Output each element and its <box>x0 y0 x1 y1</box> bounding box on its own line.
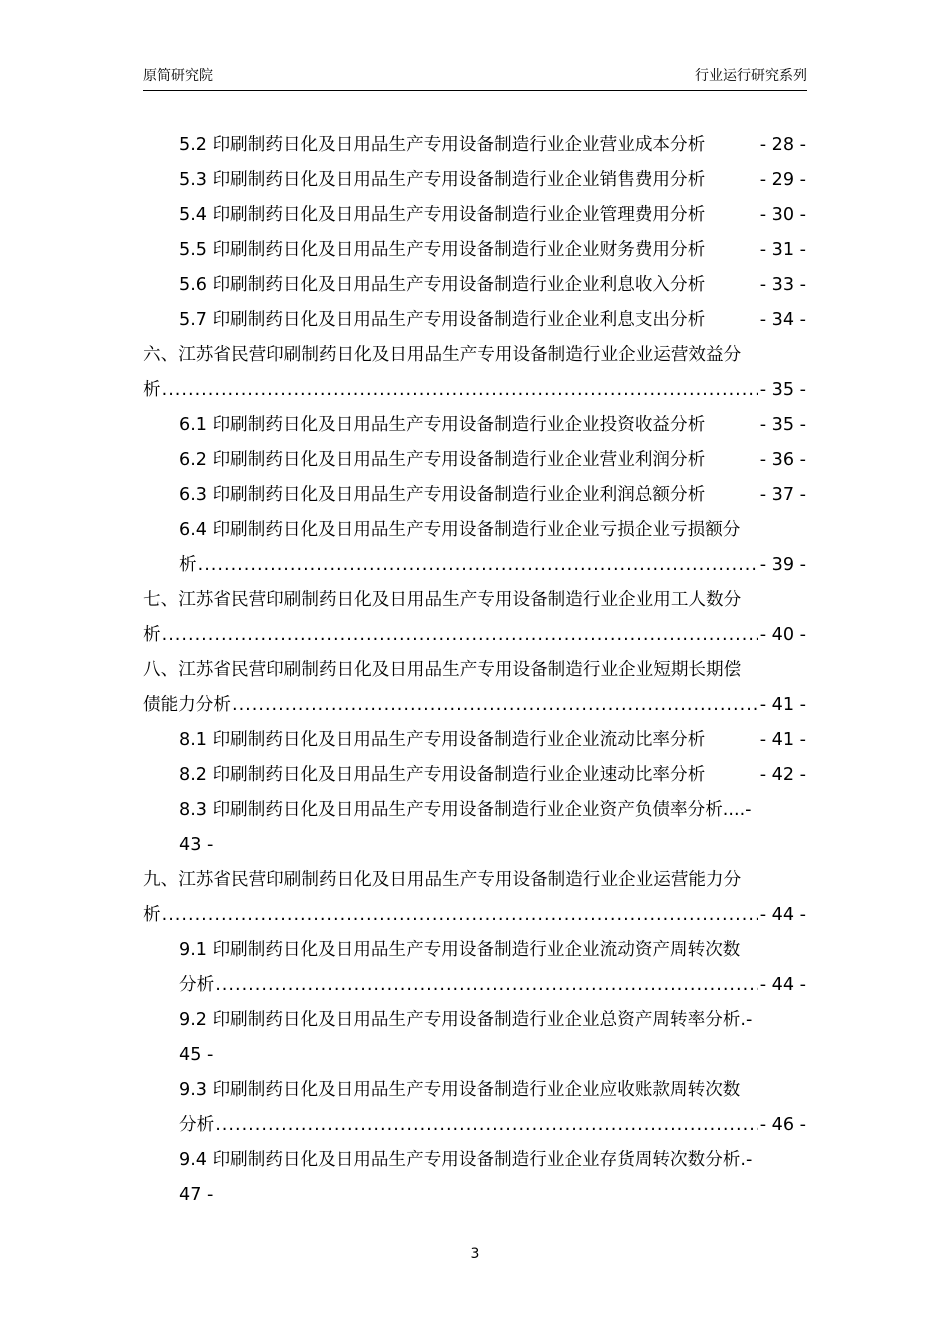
toc-entry-8-2[interactable] <box>143 758 806 793</box>
toc-entry-title-cont: 析 <box>179 555 197 575</box>
toc-entry-page: - 33 - <box>759 275 806 295</box>
toc-entry-title-cont: 析 <box>143 905 161 925</box>
toc-entry-title: 8.3 印刷制药日化及日用品生产专用设备制造行业企业资产负债率分析....- <box>179 800 752 820</box>
toc-entry-title-cont: 分析 <box>179 975 215 995</box>
toc-dot-leader <box>198 548 758 583</box>
toc-entry-9-3[interactable] <box>143 1073 806 1108</box>
toc-entry-5-5[interactable] <box>143 233 806 268</box>
toc-dot-leader <box>215 1108 758 1143</box>
toc-entry-9-4[interactable] <box>143 1143 806 1178</box>
toc-entry-9-1[interactable] <box>143 933 806 968</box>
toc-dot-leader <box>162 898 758 933</box>
toc-entry-9-1-cont[interactable] <box>143 968 806 1003</box>
toc-entry-title: 6.3 印刷制药日化及日用品生产专用设备制造行业企业利润总额分析 <box>179 485 706 505</box>
toc-entry-6-1[interactable] <box>143 408 806 443</box>
toc-entry-title: 8.1 印刷制药日化及日用品生产专用设备制造行业企业流动比率分析 <box>179 730 706 750</box>
toc-entry-title: 9.1 印刷制药日化及日用品生产专用设备制造行业企业流动资产周转次数 <box>179 940 741 960</box>
toc-entry-5-4[interactable] <box>143 198 806 233</box>
toc-entry-title-cont: 析 <box>143 380 161 400</box>
toc-entry-page-wrapped: 47 - <box>179 1185 214 1205</box>
toc-entry-title: 六、江苏省民营印刷制药日化及日用品生产专用设备制造行业企业运营效益分 <box>143 345 742 365</box>
toc-entry-title: 9.3 印刷制药日化及日用品生产专用设备制造行业企业应收账款周转次数 <box>179 1080 741 1100</box>
toc-entry-title: 8.2 印刷制药日化及日用品生产专用设备制造行业企业速动比率分析 <box>179 765 706 785</box>
toc-entry-page: - 39 - <box>759 555 806 575</box>
toc-entry-page: - 31 - <box>759 240 806 260</box>
toc-entry-page-wrapped: 45 - <box>179 1045 214 1065</box>
toc-entry-title: 5.6 印刷制药日化及日用品生产专用设备制造行业企业利息收入分析 <box>179 275 706 295</box>
toc-entry-page: - 35 - <box>759 415 806 435</box>
toc-entry-page: - 44 - <box>759 975 806 995</box>
toc-entry-title: 八、江苏省民营印刷制药日化及日用品生产专用设备制造行业企业短期长期偿 <box>143 660 742 680</box>
toc-chapter-6[interactable] <box>143 338 806 373</box>
toc-entry-page: - 41 - <box>759 695 806 715</box>
toc-entry-6-3[interactable] <box>143 478 806 513</box>
toc-entry-9-2-cont[interactable] <box>143 1038 806 1073</box>
toc-entry-title: 5.5 印刷制药日化及日用品生产专用设备制造行业企业财务费用分析 <box>179 240 706 260</box>
toc-entry-page-wrapped: 43 - <box>179 835 214 855</box>
toc-entry-title: 九、江苏省民营印刷制药日化及日用品生产专用设备制造行业企业运营能力分 <box>143 870 742 890</box>
header-org-name: 原简研究院 <box>143 68 213 84</box>
toc-entry-6-4[interactable] <box>143 513 806 548</box>
toc-entry-title: 6.1 印刷制药日化及日用品生产专用设备制造行业企业投资收益分析 <box>179 415 706 435</box>
toc-dot-leader <box>162 618 758 653</box>
toc-entry-6-4-cont[interactable] <box>143 548 806 583</box>
toc-chapter-9-cont[interactable] <box>143 898 806 933</box>
toc-chapter-7-cont[interactable] <box>143 618 806 653</box>
toc-entry-5-3[interactable] <box>143 163 806 198</box>
toc-dot-leader <box>215 968 758 1003</box>
toc-entry-title: 6.2 印刷制药日化及日用品生产专用设备制造行业企业营业利润分析 <box>179 450 706 470</box>
toc-entry-page: - 29 - <box>759 170 806 190</box>
toc-entry-page: - 46 - <box>759 1115 806 1135</box>
toc-entry-9-3-cont[interactable] <box>143 1108 806 1143</box>
toc-entry-page: - 30 - <box>759 205 806 225</box>
toc-entry-title: 5.7 印刷制药日化及日用品生产专用设备制造行业企业利息支出分析 <box>179 310 706 330</box>
toc-entry-title-cont: 分析 <box>179 1115 215 1135</box>
page-number: 3 <box>470 1246 480 1262</box>
toc-dot-leader <box>232 688 758 723</box>
page-header <box>143 66 807 91</box>
toc-entry-page: - 36 - <box>759 450 806 470</box>
toc-entry-title: 5.3 印刷制药日化及日用品生产专用设备制造行业企业销售费用分析 <box>179 170 706 190</box>
toc-entry-title: 9.4 印刷制药日化及日用品生产专用设备制造行业企业存货周转次数分析.- <box>179 1150 753 1170</box>
toc-entry-title: 七、江苏省民营印刷制药日化及日用品生产专用设备制造行业企业用工人数分 <box>143 590 742 610</box>
toc-entry-title: 5.4 印刷制药日化及日用品生产专用设备制造行业企业管理费用分析 <box>179 205 706 225</box>
header-series-name: 行业运行研究系列 <box>695 68 807 84</box>
toc-entry-9-2[interactable] <box>143 1003 806 1038</box>
toc-entry-6-2[interactable] <box>143 443 806 478</box>
toc-entry-5-7[interactable] <box>143 303 806 338</box>
toc-entry-title-cont: 析 <box>143 625 161 645</box>
toc-entry-page: - 37 - <box>759 485 806 505</box>
toc-chapter-8-cont[interactable] <box>143 688 806 723</box>
toc-chapter-7[interactable] <box>143 583 806 618</box>
toc-chapter-6-cont[interactable] <box>143 373 806 408</box>
table-of-contents <box>143 128 806 1213</box>
toc-entry-page: - 42 - <box>759 765 806 785</box>
toc-entry-page: - 41 - <box>759 730 806 750</box>
toc-entry-page: - 40 - <box>759 625 806 645</box>
toc-entry-5-2[interactable] <box>143 128 806 163</box>
toc-entry-5-6[interactable] <box>143 268 806 303</box>
toc-entry-title-cont: 债能力分析 <box>143 695 231 715</box>
toc-entry-8-1[interactable] <box>143 723 806 758</box>
toc-entry-page: - 28 - <box>759 135 806 155</box>
toc-dot-leader <box>162 373 758 408</box>
toc-entry-title: 5.2 印刷制药日化及日用品生产专用设备制造行业企业营业成本分析 <box>179 135 706 155</box>
toc-chapter-9[interactable] <box>143 863 806 898</box>
toc-entry-title: 9.2 印刷制药日化及日用品生产专用设备制造行业企业总资产周转率分析.- <box>179 1010 753 1030</box>
toc-entry-page: - 44 - <box>759 905 806 925</box>
toc-entry-title: 6.4 印刷制药日化及日用品生产专用设备制造行业企业亏损企业亏损额分 <box>179 520 741 540</box>
toc-entry-page: - 34 - <box>759 310 806 330</box>
toc-entry-page: - 35 - <box>759 380 806 400</box>
toc-chapter-8[interactable] <box>143 653 806 688</box>
toc-entry-8-3-cont[interactable] <box>143 828 806 863</box>
toc-entry-9-4-cont[interactable] <box>143 1178 806 1213</box>
toc-entry-8-3[interactable] <box>143 793 806 828</box>
